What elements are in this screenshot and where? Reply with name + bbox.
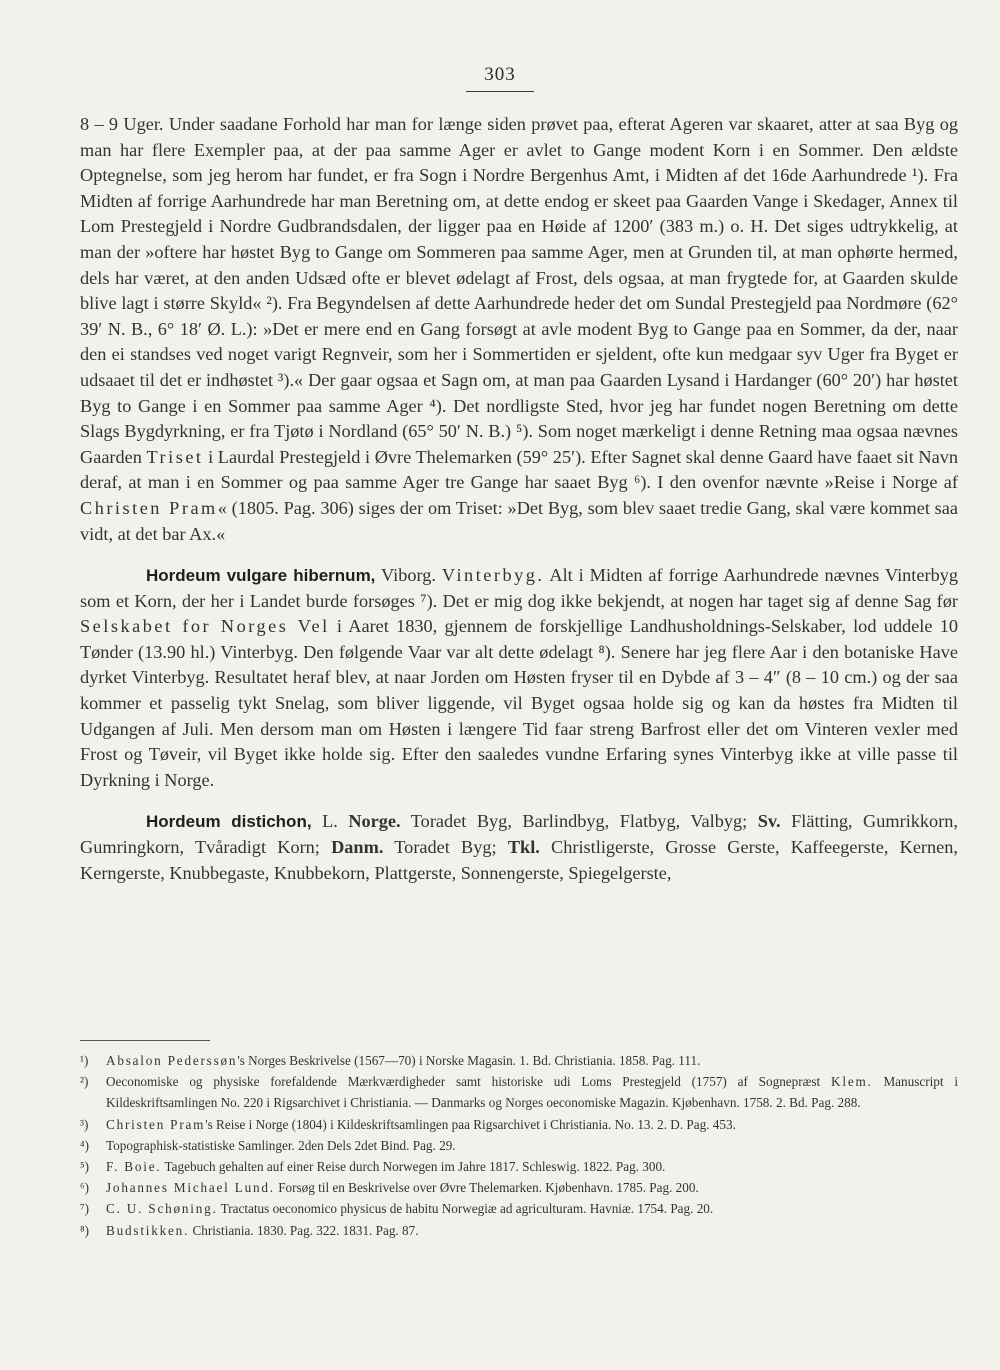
paragraph-barley-double-harvest [80, 112, 958, 547]
text-run: i Aaret 1830, gjennem de forskjellige Landhusholdnings-Selskaber, lod uddele 10 Tønder (13.90 hl.) Vinterbyg. Den følgende Vaar var alt dette ødelagt ⁸). Senere har jeg flere Aar i den botaniske Have dyrket Vinterbyg. Resultatet heraf blev, at naar Jorden om Høsten fryser til en Dybde af 3 – 4″ (8 – 10 cm.) og der saa kommer et passelig tykt Snelag, som bliver liggende, vil Byget ogsaa holde sig og kan da høstes fra Midten til Udgangen af Juli. Men dersom man om Høsten i længere Tid faar streng Barfrost eller det om Vinteren vexler med Frost og Tøveir, vil Byget ikke holde sig. Efter den saaledes vundne Erfaring synes Vinterbyg ikke at ville passe til Dyrkning i Norge. [80, 616, 958, 790]
spaced-name: Christen Pram [80, 497, 218, 518]
text-run: Christiania. 1830. Pag. 322. 1831. Pag. 87. [189, 1222, 419, 1238]
language-label: Sv. [757, 811, 781, 832]
spaced-name: Budstikken. [106, 1222, 190, 1238]
text-run: L. [311, 811, 349, 832]
footnote [80, 1156, 958, 1177]
footnote [80, 1071, 958, 1113]
spaced-name: Klem. [831, 1074, 873, 1090]
spaced-name: Vinterbyg. [441, 565, 545, 586]
footnote-text [106, 1177, 958, 1198]
spaced-name: Johannes Michael Lund. [106, 1180, 275, 1196]
text-run: « (1805. Pag. 306) siges der om Triset: »Det Byg, som blev saaet tredie Gang, skal være kommet saa vidt, at det bar Ax.« [80, 497, 959, 544]
text-run: Tagebuch gehalten auf einer Reise durch Norwegen im Jahre 1817. Schleswig. 1822. Pag. 300. [161, 1159, 666, 1175]
paragraph-hordeum-vulgare-hibernum [80, 563, 958, 793]
text-run: Manuscript i Kildeskriftsamlingen No. 220 i Rigsarchivet i Christiania. — Danmarks og Norges oeconomiske Magazin. Kjøbenhavn. 1758. 2. Bd. Pag. 288. [106, 1074, 958, 1111]
language-label: Tkl. [507, 837, 540, 858]
footnote-text [106, 1114, 958, 1135]
text-run: Alt i Midten af forrige Aarhundrede nævnes Vinterbyg som et Korn, der her i Landet burde forsøges ⁷). Det er mig dog ikke bekjendt, at nogen har taget sig af denne Sag før [80, 565, 959, 611]
page-number-rule [466, 91, 534, 92]
footnotes [80, 1050, 958, 1241]
footnote [80, 1177, 958, 1198]
paragraph-hordeum-distichon [80, 809, 958, 886]
footnote-mark: ¹) [80, 1053, 89, 1068]
text-run: 's Norges Beskrivelse (1567—70) i Norske Magasin. 1. Bd. Christiania. 1858. Pag. 111. [237, 1053, 701, 1068]
footnote-mark: ⁸) [80, 1222, 89, 1238]
text-run: Topographisk-statistiske Samlinger. 2den Dels 2det Bind. Pag. 29. [106, 1137, 456, 1153]
footnote [80, 1135, 958, 1156]
footnote-text [106, 1135, 958, 1156]
text-run: Tractatus oeconomico physicus de habitu Norwegiæ ad agriculturam. Havniæ. 1754. Pag. 20. [217, 1201, 714, 1217]
text-run: Christligerste, Grosse Gerste, Kaffeegerste, Kernen, Kerngerste, Knubbegaste, Knubbekorn, Plattgerste, Sonnengerste, Spiegelgerste, [80, 837, 958, 883]
text-run: Toradet Byg; [383, 837, 508, 858]
text-run: 's Reise i Norge (1804) i Kildeskriftsamlingen paa Rigsarchivet i Christiania. No. 13. 2. D. Pag. 453. [205, 1116, 736, 1132]
page-number: 303 [484, 64, 516, 85]
footnote-text [106, 1071, 958, 1113]
spaced-name: C. U. Schøning. [106, 1201, 218, 1217]
footnote [80, 1114, 958, 1135]
body-text [80, 112, 958, 886]
footnote [80, 1198, 958, 1219]
text-run: 8 – 9 Uger. Under saadane Forhold har man for længe siden prøvet paa, efterat Ageren var skaaret, atter at saa Byg og man har flere Exempler paa, at der paa samme Ager er avlet to Gange modent Korn i en Sommer. Den ældste Optegnelse, som jeg herom har fundet, er fra Sogn i Nordre Bergenhus Amt, i Midten af det 16de Aarhundrede ¹). Fra Midten af forrige Aarhundrede har man Beretning om, at dette endog er skeet paa Gaarden Vange i Skedager, Annex til Lom Prestegjeld i Nordre Gudbrandsdalen, der ligger paa en Høide af 1200′ (383 m.) o. H. Det siges udtrykkelig, at man der »oftere har høstet Byg to Gange om Sommeren paa samme Ager, men at Grunden til, at man ophørte hermed, dels har været, at den anden Udsæd ofte er blevet ødelagt af Frost, dels ogsaa, at man frygtede for, at Gaarden skulde blive lagt i større Skyld« ²). Fra Begyndelsen af dette Aarhundrede heder det om Sundal Prestegjeld paa Nordmøre (62° 39′ N. B., 6° 18′ Ø. L.): »Det er mere end en Gang forsøgt at avle modent Byg to Gange paa en Sommer, da der, naar den ei standses ved noget varigt Regnveir, som her i Sommertiden er sjeldent, ofte kun medgaar syv Uger fra Byget er udsaaet til det er indhøstet ³).« Der gaar ogsaa et Sagn om, at man paa Gaarden Lysand i Hardanger (60° 20′) har høstet Byg to Gange i en Sommer paa samme Ager ⁴). Det nordligste Sted, hvor jeg har fundet nogen Beretning om dette Slags Bygdyrkning, er fra Tjøtø i Nordland (65° 50′ N. B.) ⁵). Som noget mærkeligt i denne Retning maa ogsaa nævnes Gaarden [80, 114, 958, 467]
footnote-mark: ³) [80, 1116, 89, 1132]
text-run: Oeconomiske og physiske forefaldende Mærkværdigheder samt historiske udi Loms Prestegjeld (1757) af Sognepræst [106, 1074, 832, 1090]
footnote-mark: ⁷) [80, 1201, 89, 1217]
footnote-text [106, 1156, 958, 1177]
spaced-name: Triset [146, 446, 204, 467]
text-run: Toradet Byg, Barlindbyg, Flatbyg, Valbyg; [400, 811, 758, 832]
text-run: i Laurdal Prestegjeld i Øvre Thelemarken (59° 25′). Efter Sagnet skal denne Gaard have faaet sit Navn deraf, at man i en Sommer og paa samme Ager tre Gange har saaet Byg ⁶). I den ovenfor nævnte »Reise i Norge af [80, 446, 958, 493]
text-run: Forsøg til en Beskrivelse over Øvre Thelemarken. Kjøbenhavn. 1785. Pag. 200. [274, 1180, 699, 1196]
language-label: Norge. [348, 811, 401, 832]
footnote-text [106, 1220, 958, 1241]
footnote [80, 1050, 958, 1071]
language-label: Danm. [331, 837, 384, 858]
text-run: Viborg. [375, 565, 442, 586]
species-heading: Hordeum distichon, [146, 812, 312, 832]
footnote-text [106, 1050, 958, 1071]
footnote-mark: ⁶) [80, 1180, 89, 1196]
footnote-mark: ⁴) [80, 1137, 89, 1153]
spaced-name: Selskabet for Norges Vel [80, 616, 330, 637]
footnote-mark: ⁵) [80, 1159, 89, 1175]
text-run: Flätting, Gumrikkorn, Gumringkorn, Tvåradigt Korn; [80, 811, 959, 858]
spaced-name: Christen Pram [106, 1116, 206, 1132]
footnote-rule [80, 1040, 210, 1041]
footnote-text [106, 1198, 958, 1219]
footnote-mark: ²) [80, 1074, 89, 1090]
species-heading: Hordeum vulgare hibernum, [146, 566, 376, 586]
spaced-name: F. Boie. [106, 1159, 162, 1175]
spaced-name: Absalon Pederssøn [106, 1053, 238, 1068]
footnote [80, 1220, 958, 1241]
